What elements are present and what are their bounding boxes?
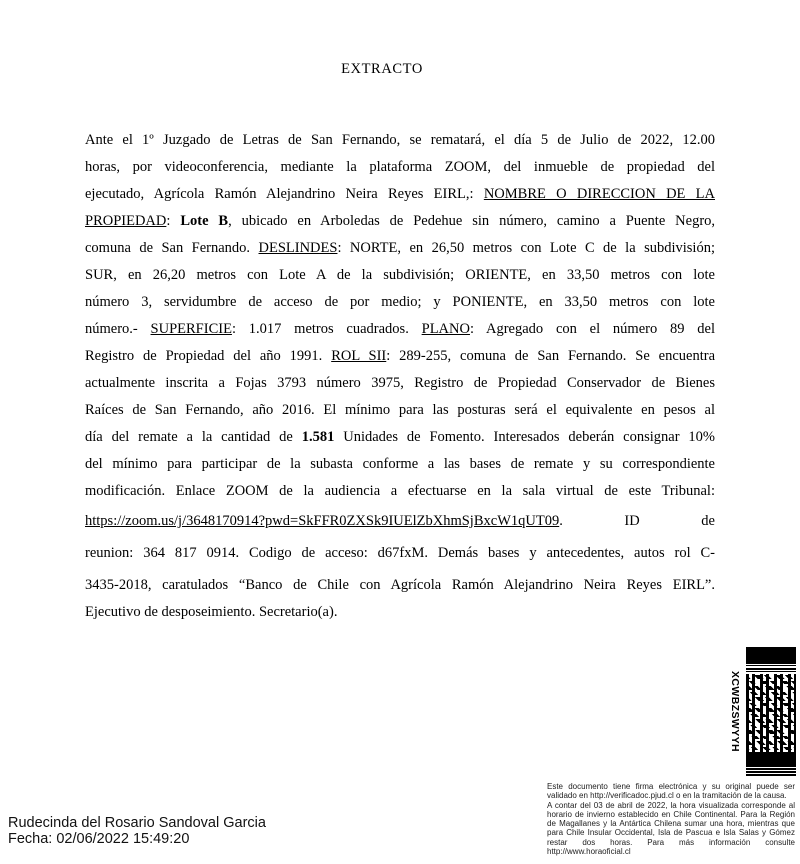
text-run: horas, por videoconferencia, mediante la plataforma ZOOM, del inmueble de propiedad del: [85, 159, 715, 175]
text-run: actualmente inscrita a Fojas 3793 número 3975, Registro de Propiedad Conservador de Bienes: [85, 375, 715, 391]
text-run: : 1.017 metros cuadrados.: [231, 321, 422, 337]
text-run: reunion: 364 817 0914. Codigo de acceso: d67fxM. Demás bases y antecedentes, autos rol C-: [85, 545, 715, 561]
body-line: [85, 451, 715, 478]
body-line: [85, 181, 715, 208]
body-line: [85, 235, 715, 262]
zoom-meeting-link[interactable]: https://zoom.us/j/3648170914?pwd=SkFFR0ZXSk9IUElZbXhmSjBxcW1qUT09: [85, 513, 560, 529]
text-run: . ID de: [559, 513, 715, 529]
underlined-text-run: NOMBRE O DIRECCION DE LA: [483, 186, 716, 202]
timezone-note-paragraph: A contar del 03 de abril de 2022, la hora visualizada corresponde al horario de invierno establecido en Chile Continental. Para la Región de Magallanes y la Antártica Chilena sumar una hora, mientras que para Chile Insular Occidental, Isla de Pascua e Isla Salas y Gómez restar dos horas. Para más información consulte http://www.horaoficial.cl: [547, 800, 795, 856]
underlined-text-run: PLANO: [421, 321, 470, 337]
barcode-solid-band: [746, 647, 796, 662]
text-run: del mínimo para participar de la subasta conforme a las bases de remate y su correspondiente: [85, 456, 715, 472]
stacked-2d-barcode-icon: [746, 647, 796, 776]
body-line: [85, 343, 715, 370]
text-run: número.-: [85, 321, 151, 337]
text-run: modificación. Enlace ZOOM de la audiencia a efectuarse en la sala virtual de este Tribunal:: [85, 483, 715, 499]
text-run: Ejecutivo de desposeimiento. Secretario(a).: [85, 604, 338, 620]
document-body: [85, 127, 715, 626]
verification-note-paragraph: Este documento tiene firma electrónica y su original puede ser validado en http://verificadoc.pjud.cl o en la tramitación de la causa.: [547, 782, 795, 801]
underlined-text-run: SUPERFICIE: [150, 321, 232, 337]
document-title: EXTRACTO: [341, 61, 423, 77]
body-line: [85, 478, 715, 505]
underlined-text-run: ROL SII: [331, 348, 387, 364]
signature-block: [8, 815, 266, 847]
signature-timestamp: Fecha: 02/06/2022 15:49:20: [8, 831, 190, 847]
body-line: [85, 208, 715, 235]
text-run: : 289-255, comuna de San Fernando. Se encuentra: [386, 348, 716, 364]
verification-code-text: XCWBZSWYYH: [729, 671, 741, 752]
text-run: Unidades de Fomento. Interesados deberán consignar 10%: [334, 429, 716, 445]
text-run: :: [166, 213, 181, 229]
body-line: [85, 424, 715, 451]
text-run: comuna de San Fernando.: [85, 240, 259, 256]
text-run: , ubicado en Arboledas de Pedehue sin número, camino a Puente Negro,: [228, 213, 716, 229]
electronic-signature-note: [547, 782, 795, 856]
barcode-solid-band: [746, 752, 796, 765]
text-run: ejecutado, Agrícola Ramón Alejandrino Neira Reyes EIRL,:: [85, 186, 484, 202]
text-run: Raíces de San Fernando, año 2016. El mínimo para las posturas será el equivalente en pesos al: [85, 402, 715, 418]
body-line: [85, 508, 715, 535]
body-line: [85, 540, 715, 567]
bold-text-run: 1.581: [301, 429, 335, 445]
text-run: Ante el 1º Juzgado de Letras de San Fernando, se rematará, el día 5 de Julio de 2022, 12.00: [85, 132, 715, 148]
body-line: [85, 316, 715, 343]
body-line: [85, 127, 715, 154]
barcode-stripe-band: [746, 662, 796, 674]
body-line: [85, 599, 715, 626]
text-run: SUR, en 26,20 metros con Lote A de la subdivisión; ORIENTE, en 33,50 metros con lote: [85, 267, 715, 283]
body-line: [85, 289, 715, 316]
text-run: día del remate a la cantidad de: [85, 429, 302, 445]
text-run: número 3, servidumbre de acceso de por medio; y PONIENTE, en 33,50 metros con lote: [85, 294, 715, 310]
text-run: : NORTE, en 26,50 metros con Lote C de la subdivisión;: [337, 240, 715, 256]
underlined-text-run: DESLINDES: [258, 240, 338, 256]
text-run: : Agregado con el número 89 del: [469, 321, 716, 337]
underlined-text-run: PROPIEDAD: [85, 213, 167, 229]
text-run: Registro de Propiedad del año 1991.: [85, 348, 332, 364]
signer-name: Rudecinda del Rosario Sandoval Garcia: [8, 815, 266, 831]
barcode-matrix-area: [746, 674, 796, 752]
text-run: 3435-2018, caratulados “Banco de Chile con Agrícola Ramón Alejandrino Neira Reyes EIRL”.: [85, 577, 715, 593]
bold-text-run: Lote B: [180, 213, 229, 229]
body-line: [85, 572, 715, 599]
barcode-stripe-band: [746, 765, 796, 776]
body-line: [85, 370, 715, 397]
body-line: [85, 262, 715, 289]
body-line: [85, 154, 715, 181]
body-line: [85, 397, 715, 424]
